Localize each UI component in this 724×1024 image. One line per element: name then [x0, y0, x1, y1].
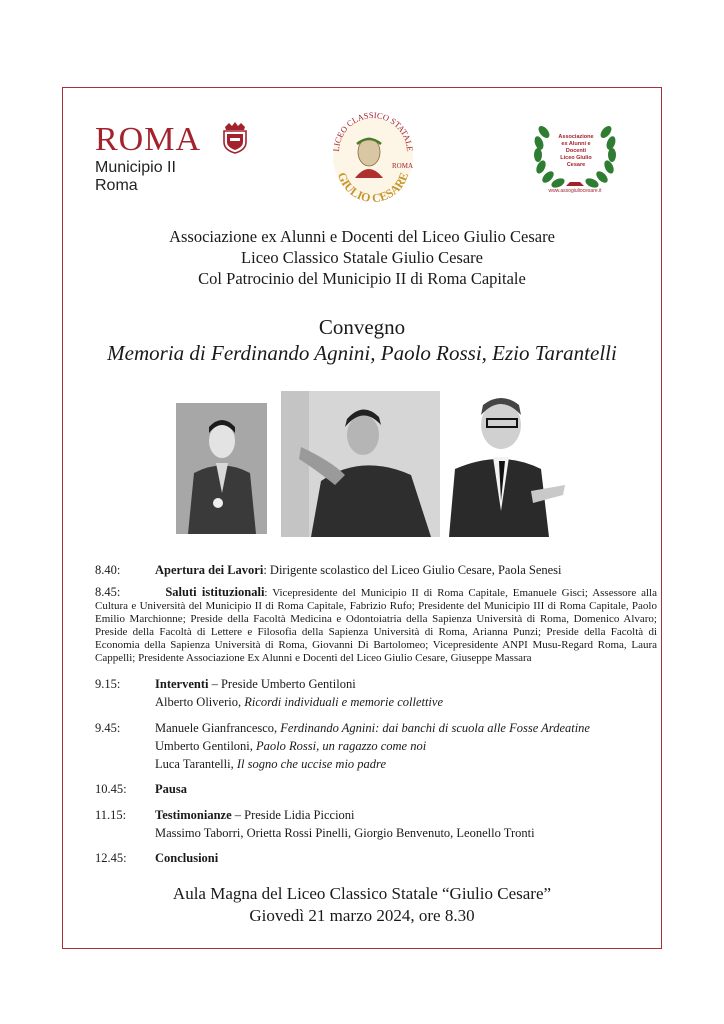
event-date: Giovedì 21 marzo 2024, ore 8.30: [249, 906, 475, 925]
programme-saluti: [95, 586, 657, 665]
photo-ferdinando-agnini: [176, 403, 267, 534]
speaker-oliverio: Alberto Oliverio,: [155, 695, 245, 709]
talk-oliverio: Ricordi individuali e memorie collettive: [244, 695, 444, 709]
photo-ezio-tarantelli: [445, 391, 566, 537]
heading-liceo: Liceo Classico Statale Giulio Cesare: [241, 248, 483, 267]
label-interventi: Interventi: [155, 677, 209, 691]
time-saluti: 8.45:: [95, 585, 121, 599]
time-pausa: 10.45:: [95, 782, 127, 796]
time-relazioni: 9.45:: [95, 721, 121, 735]
text-saluti: : Vicepresidente del Municipio II di Roma Capitale, Emanuele Gisci; Assessore alla Cultura e Università del Municipio II di Roma Capitale, Fabrizio Rufo; Presidente del Municipio III di Roma Capitale, Paolo Emilio Marchionne; Preside della Facoltà Medicina e Odontoiatria della Sapienza Università di Roma, Domenico Alvaro; Preside della Facoltà di Lettere e Filosofia della Sapienza Università di Roma, Arianna Punzi; Preside della Facoltà di Economia della Sapienza Università di Roma, Giovanni Di Bartolomeo; Vicepresidente ANPI Musu-Regard Roma, Laura Cappelli; Presidente Associazione Ex Alunni e Docenti del Liceo Giulio Cesare, Giuseppe Massara: [95, 587, 657, 664]
associazione-logo: [530, 112, 620, 198]
roma-logo-word: ROMA: [95, 121, 202, 158]
assoc-line3: Liceo Giulio Cesare: [560, 155, 592, 168]
talk-gianfrancesco: Ferdinando Agnini: dai banchi di scuola alle Fosse Ardeatine: [280, 721, 590, 735]
text-interventi: – Preside Umberto Gentiloni: [208, 677, 356, 691]
associazione-url[interactable]: www.assogiuliocesare.it: [548, 188, 602, 194]
testimonianze-speakers: Massimo Taborri, Orietta Rossi Pinelli, Giorgio Benvenuto, Leonello Tronti: [155, 826, 535, 840]
roma-logo-city: Roma: [95, 177, 138, 194]
time-testimonianze: 11.15:: [95, 808, 127, 822]
event-subtitle: Memoria di Ferdinando Agnini, Paolo Rossi, Ezio Tarantelli: [107, 341, 617, 365]
speaker-tarantelli: Luca Tarantelli,: [155, 757, 237, 771]
roma-municipio-logo: [95, 122, 255, 202]
label-pausa: Pausa: [155, 782, 187, 796]
talk-gentiloni: Paolo Rossi, un ragazzo come noi: [256, 739, 427, 753]
roma-logo-municipio: Municipio II: [95, 159, 176, 176]
heading-patrocinio: Col Patrocinio del Municipio II di Roma Capitale: [198, 269, 526, 288]
roma-crest-icon: [222, 122, 248, 154]
time-interventi: 9.15:: [95, 677, 121, 691]
assoc-line2: ex Alunni e Docenti: [561, 141, 591, 154]
liceo-logo-arc-bottom: GIULIO CESARE: [334, 170, 412, 204]
speaker-gianfrancesco: Manuele Gianfrancesco,: [155, 721, 281, 735]
heading-associazione: Associazione ex Alunni e Docenti del Liceo Giulio Cesare: [169, 227, 555, 246]
talk-tarantelli: Il sogno che uccise mio padre: [236, 757, 386, 771]
speaker-gentiloni: Umberto Gentiloni,: [155, 739, 257, 753]
event-title: Convegno: [318, 315, 406, 339]
time-apertura: 8.40:: [95, 563, 121, 577]
liceo-giulio-cesare-logo: [325, 108, 421, 204]
liceo-logo-arc-top: LICEO CLASSICO STATALE: [330, 109, 416, 152]
assoc-line1: Associazione: [558, 134, 594, 140]
label-apertura: Apertura dei Lavori: [155, 563, 264, 577]
venue: Aula Magna del Liceo Classico Statale “Giulio Cesare”: [172, 884, 552, 903]
label-testimonianze: Testimonianze: [155, 808, 232, 822]
associazione-logo-text: [552, 134, 600, 169]
text-apertura: : Dirigente scolastico del Liceo Giulio Cesare, Paola Senesi: [263, 563, 562, 577]
time-conclusioni: 12.45:: [95, 851, 127, 865]
label-conclusioni: Conclusioni: [155, 851, 219, 865]
text-testimonianze: – Preside Lidia Piccioni: [231, 808, 355, 822]
label-saluti: Saluti istituzionali: [165, 585, 265, 599]
photo-paolo-rossi: [281, 391, 440, 537]
liceo-logo-city: ROMA: [392, 162, 414, 170]
